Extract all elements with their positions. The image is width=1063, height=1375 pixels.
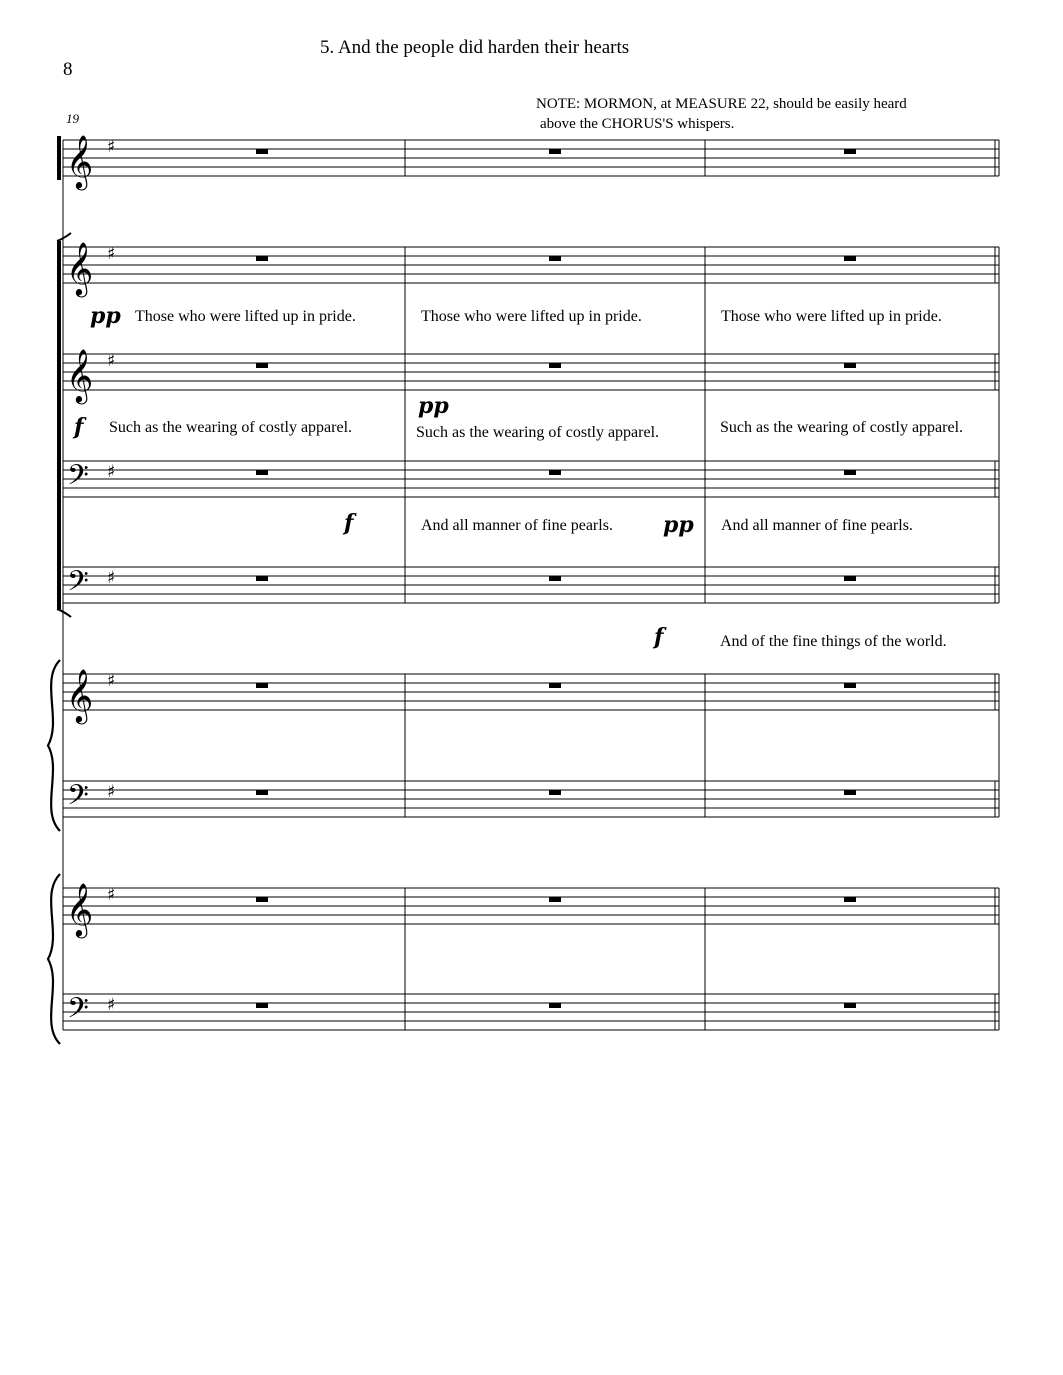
key-signature-sharp-icon: ♯ xyxy=(107,351,116,371)
whole-rest-icon xyxy=(844,1003,856,1008)
whole-rest-icon xyxy=(844,790,856,795)
treble-clef-icon: 𝄞 xyxy=(66,882,94,936)
whole-rest-icon xyxy=(549,470,561,475)
whole-rest-icon xyxy=(256,363,268,368)
key-signature-sharp-icon: ♯ xyxy=(107,244,116,264)
whole-rest-icon xyxy=(844,363,856,368)
whole-rest-icon xyxy=(549,363,561,368)
whole-rest-icon xyxy=(844,256,856,261)
whole-rest-icon xyxy=(256,149,268,154)
whole-rest-icon xyxy=(256,897,268,902)
bass-clef-icon: 𝄢 xyxy=(67,779,89,819)
measure-number: 19 xyxy=(66,111,79,126)
piano-brace-2 xyxy=(48,874,60,1044)
treble-clef-icon: 𝄞 xyxy=(66,134,94,188)
whole-rest-icon xyxy=(256,790,268,795)
whole-rest-icon xyxy=(549,790,561,795)
dynamic-marking: f xyxy=(654,624,664,650)
dynamic-marking: pp xyxy=(418,393,449,419)
page-title: 5. And the people did harden their hearts xyxy=(320,37,630,58)
lyric-text: And all manner of fine pearls. xyxy=(721,517,913,534)
whole-rest-icon xyxy=(549,1003,561,1008)
whole-rest-icon xyxy=(844,897,856,902)
whole-rest-icon xyxy=(256,576,268,581)
key-signature-sharp-icon: ♯ xyxy=(107,137,116,157)
key-signature-sharp-icon: ♯ xyxy=(107,885,116,905)
key-signature-sharp-icon: ♯ xyxy=(107,782,116,802)
dynamic-marking: pp xyxy=(90,303,121,329)
whole-rest-icon xyxy=(549,256,561,261)
lyric-text: Those who were lifted up in pride. xyxy=(135,308,356,325)
piano-brace-1 xyxy=(48,660,60,831)
key-signature-sharp-icon: ♯ xyxy=(107,995,116,1015)
treble-clef-icon: 𝄞 xyxy=(66,348,94,402)
dynamic-marking: pp xyxy=(663,512,694,538)
whole-rest-icon xyxy=(844,576,856,581)
performance-note xyxy=(536,94,907,134)
key-signature-sharp-icon: ♯ xyxy=(107,568,116,588)
lyric-text: And all manner of fine pearls. xyxy=(421,517,613,534)
page-number: 8 xyxy=(63,59,73,80)
lyric-text: Such as the wearing of costly apparel. xyxy=(109,419,353,436)
bracket-hook-top xyxy=(57,233,71,241)
whole-rest-icon xyxy=(256,256,268,261)
note-line-1: NOTE: MORMON, at MEASURE 22, should be easily heard xyxy=(536,96,907,112)
whole-rest-icon xyxy=(549,576,561,581)
lyric-text: Those who were lifted up in pride. xyxy=(421,308,642,325)
bracket-hook-bottom xyxy=(57,609,71,617)
bass-clef-icon: 𝄢 xyxy=(67,459,89,499)
staves-layer xyxy=(48,134,999,1044)
bass-clef-icon: 𝄢 xyxy=(67,565,89,605)
whole-rest-icon xyxy=(549,683,561,688)
note-line-2: above the CHORUS'S whispers. xyxy=(540,116,735,132)
whole-rest-icon xyxy=(256,683,268,688)
bass-clef-icon: 𝄢 xyxy=(67,992,89,1032)
whole-rest-icon xyxy=(256,470,268,475)
whole-rest-icon xyxy=(256,1003,268,1008)
treble-clef-icon: 𝄞 xyxy=(66,241,94,295)
whole-rest-icon xyxy=(844,149,856,154)
lyric-text: Those who were lifted up in pride. xyxy=(721,308,942,325)
solo-bracket xyxy=(57,136,61,180)
dynamic-marking: f xyxy=(74,414,84,440)
lyric-text: Such as the wearing of costly apparel. xyxy=(416,424,660,441)
whole-rest-icon xyxy=(549,897,561,902)
whole-rest-icon xyxy=(844,470,856,475)
whole-rest-icon xyxy=(844,683,856,688)
chorus-bracket xyxy=(57,241,61,609)
key-signature-sharp-icon: ♯ xyxy=(107,671,116,691)
lyric-text: And of the fine things of the world. xyxy=(720,633,947,650)
whole-rest-icon xyxy=(549,149,561,154)
key-signature-sharp-icon: ♯ xyxy=(107,462,116,482)
treble-clef-icon: 𝄞 xyxy=(66,668,94,722)
dynamic-marking: f xyxy=(344,510,354,536)
lyric-text: Such as the wearing of costly apparel. xyxy=(720,419,964,436)
